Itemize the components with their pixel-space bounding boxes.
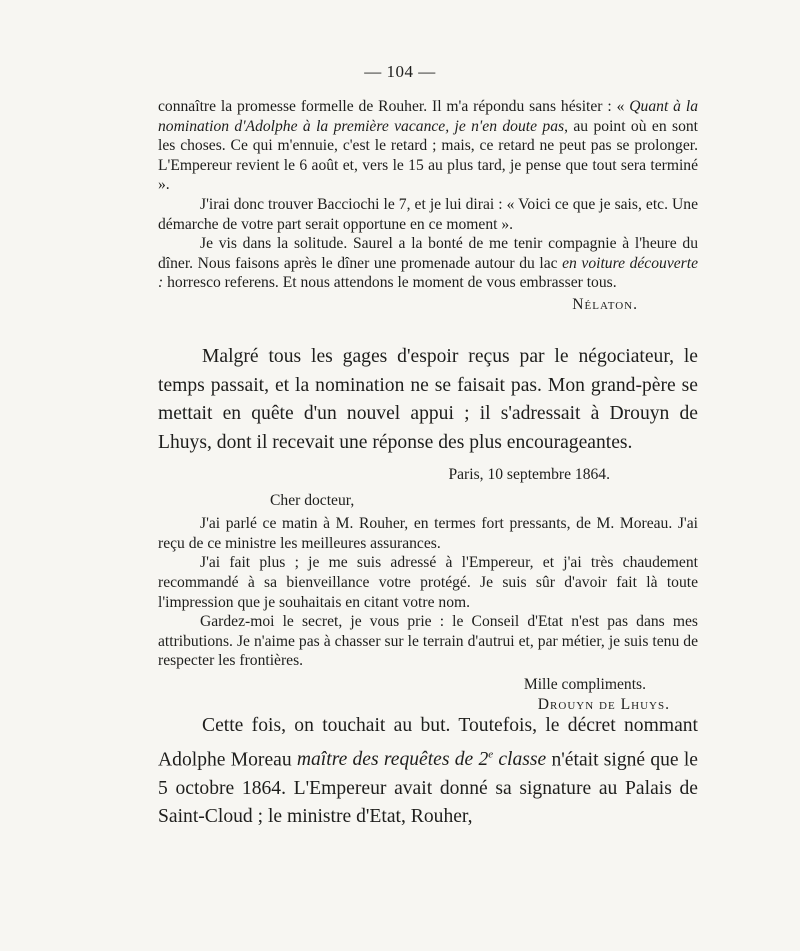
letter2-paragraph-1: J'ai parlé ce matin à M. Rouher, en termes fort pressants, de M. Moreau. J'ai reçu de ce ministre les meilleures assurances. (158, 515, 698, 552)
narrative-paragraph-2 (158, 712, 698, 832)
letter2-closing: Mille compliments. (523, 675, 646, 693)
letter2-paragraph-2: J'ai fait plus ; je me suis adressé à l'Empereur, et j'ai très chaudement recommandé à sa bienveillance votre protégé. Je suis sûr d'avoir fait là toute l'impression que je souhaitais en citant votre nom. (158, 554, 698, 611)
letter2-dateline: Paris, 10 septembre 1864. (448, 466, 610, 483)
letter1-italic-quote: Quant à la nomination d'Adolphe à la première vacance, je n'en doute pas (158, 98, 698, 135)
narrative2-segment: Cette fois, on touchait au but. Toutefois, le décret nommant Adolphe Moreau (158, 715, 698, 771)
narrative2-superscript: e (488, 748, 494, 761)
letter1-text: , au point où en sont les choses. Ce qui m'ennuie, c'est le retard ; mais, ce retard ne peut pas se prolonger. L'Empereur revient le 6 août et, vers le 15 au plus tard, je pense que tout sera terminé ». (158, 117, 698, 194)
letter1-paragraph-2: J'irai donc trouver Bacciochi le 7, et je lui dirai : « Voici ce que je sais, etc. Une démarche de votre part serait opportune en ce moment ». (158, 195, 698, 233)
narrative1-text: Malgré tous les gages d'espoir reçus par le négociateur, le temps passait, et la nomination ne se faisait pas. Mon grand-père se mettait en quête d'un nouvel appui ; il s'adressait à Drouyn de Lhuys, dont il recevait une réponse des plus encourageantes. (158, 346, 698, 453)
page-number: — 104 — (364, 62, 436, 81)
letter1-signature: Nélaton. (572, 295, 638, 313)
letter2-paragraph-3: Gardez-moi le secret, je vous prie : le Conseil d'Etat n'est pas dans mes attributions. Je n'aime pas à chasser sur le terrain d'autrui et, par métier, je suis tenu de respecter les frontières. (158, 613, 698, 670)
letter2-signature: Drouyn de Lhuys. (537, 695, 670, 713)
narrative2-segment: n'était signé que le 5 octobre 1864. L'Empereur avait donné sa signature au Palais de Saint-Cloud ; le ministre d'Etat, Rouher, (158, 749, 698, 828)
letter1-text: horresco referens. Et nous attendons le moment de vous embrasser tous. (163, 274, 617, 292)
narrative2-text (158, 712, 698, 832)
narrative2-italic-part: maître des requêtes de 2 (296, 749, 489, 771)
narrative2-italic-title (297, 749, 546, 770)
letter2-salutation: Cher docteur, (270, 491, 355, 509)
letter-nelaton (158, 97, 698, 315)
letter-drouyn (158, 465, 698, 714)
narrative-paragraph-1 (158, 343, 698, 457)
letter1-paragraph-1 (158, 97, 698, 195)
letter1-paragraph-3 (158, 234, 698, 293)
narrative2-italic-part: classe (493, 749, 547, 771)
letter1-italic-phrase: en voiture découverte : (158, 254, 698, 292)
letter1-text: connaître la promesse formelle de Rouher. Il m'a répondu sans hésiter : « (158, 98, 630, 115)
letter1-text: Je vis dans la solitude. Saurel a la bonté de me tenir compagnie à l'heure du dîner. Nous faisons après le dîner une promenade autour du lac (158, 235, 698, 272)
